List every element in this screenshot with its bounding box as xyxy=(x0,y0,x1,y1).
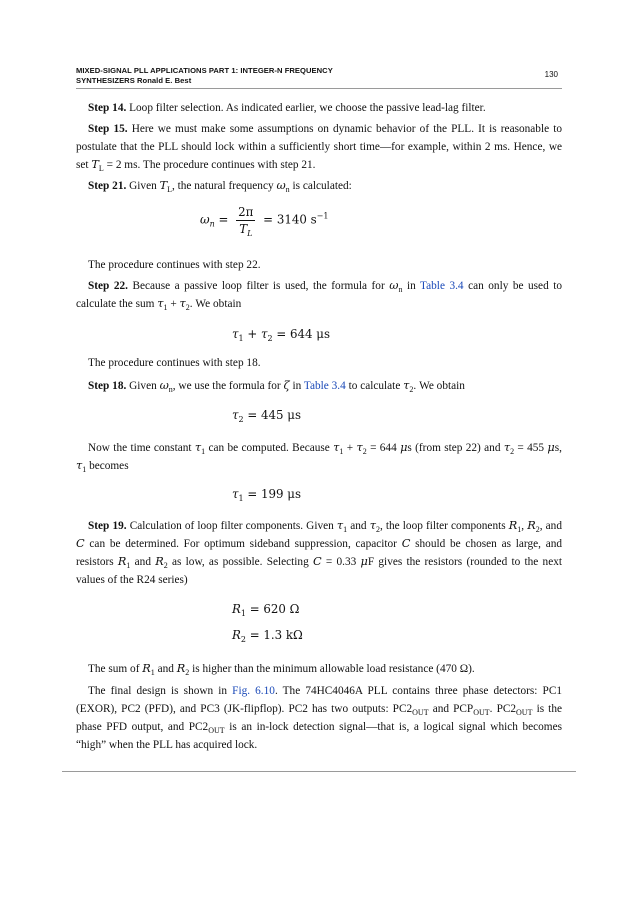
text-after-sum: The procedure continues with step 18. xyxy=(88,357,261,369)
step22-label: Step 22. xyxy=(88,280,128,292)
eq-rhs-sup: −1 xyxy=(316,211,329,221)
sub-2: 2 xyxy=(409,385,414,394)
sub-2: 2 xyxy=(240,635,246,644)
plus: + xyxy=(343,442,357,454)
sub-out: OUT xyxy=(412,708,429,717)
var-tau: τ xyxy=(356,441,363,454)
text-after-omega: The procedure continues with step 22. xyxy=(88,259,261,271)
step15-text-a: Here we must make some assumptions on dynamic behavior of the PLL. It is reasonable to postulate that the PLL should lock within a sufficiently short time—for example, within 2 ms. Hence, we set xyxy=(76,123,562,171)
var-tau: τ xyxy=(503,441,511,454)
eq-rhs: = 1.3 kΩ xyxy=(245,628,303,642)
text-b: . The 74HC4046A PLL contains three phase detectors: PC1 (EXOR), PC2 (PFD), and PC3 (JK-flipflop). PC2 has two outputs: PC2 xyxy=(76,685,562,715)
text-e: = 455 xyxy=(514,442,548,454)
step18-text-c: to calculate xyxy=(345,380,404,392)
sub-1: 1 xyxy=(82,465,87,474)
fig-6-10-link[interactable]: Fig. 6.10 xyxy=(232,685,275,697)
sub-L: L xyxy=(98,164,104,173)
sub-n: n xyxy=(285,185,290,194)
var-tau: τ xyxy=(194,441,202,454)
text-f: as low, as possible. Selecting xyxy=(167,556,313,568)
step21-label: Step 21. xyxy=(88,180,127,192)
sub-1: 1 xyxy=(240,609,246,618)
sub-out: OUT xyxy=(516,708,533,717)
step22-text-b: can only be used to calculate the sum xyxy=(76,280,563,310)
footer-rule xyxy=(62,771,576,772)
sub-1: 1 xyxy=(126,561,131,570)
text-f: s, xyxy=(554,442,562,454)
var-tau: τ xyxy=(76,459,83,472)
var-tau: τ xyxy=(403,379,410,392)
running-header xyxy=(76,66,456,86)
text-g: = 0.33 xyxy=(321,556,361,568)
var-tau: τ xyxy=(333,441,340,454)
text-f: is an in-lock detection signal—that is, a logical signal which becomes “high” when the PLL has acquired lock. xyxy=(76,721,562,751)
mu: μ xyxy=(400,441,408,454)
text-d: can be determined. For optimum sideband suppression, capacitor xyxy=(84,538,402,550)
text-in: in xyxy=(402,280,421,292)
text-a: Calculation of loop filter components. Given xyxy=(126,520,337,532)
tau1-paragraph xyxy=(76,439,562,475)
var-tau: τ xyxy=(369,519,376,532)
final-design-paragraph xyxy=(76,682,562,754)
text-h: F gives the resistors (rounded to the next values of the R24 series) xyxy=(76,556,562,586)
text-in: in xyxy=(289,380,304,392)
plus: + xyxy=(243,327,262,341)
eq-rhs: = 199 μs xyxy=(243,487,301,501)
text-g: becomes xyxy=(86,460,129,472)
var-R: R xyxy=(155,555,164,568)
text-a: Now the time constant xyxy=(88,442,195,454)
table-3-4-link[interactable]: Table 3.4 xyxy=(303,380,346,392)
table-3-4-link[interactable]: Table 3.4 xyxy=(420,280,464,292)
step18-text-a: Given xyxy=(126,380,160,392)
equation-tau-sum xyxy=(232,327,330,341)
text-d: . PC2 xyxy=(489,703,517,715)
var-C: C xyxy=(312,555,322,568)
text-c: = 644 xyxy=(366,442,401,454)
header-title-line2: SYNTHESIZERS Ronald E. Best xyxy=(76,76,192,85)
text-a: The sum of xyxy=(88,663,143,675)
var-tau: τ xyxy=(261,327,268,341)
var-R: R xyxy=(176,662,186,675)
var-C: C xyxy=(76,537,85,550)
sub-2: 2 xyxy=(362,447,367,456)
eq-lhs: ω xyxy=(200,212,210,227)
var-zeta: ζ xyxy=(283,379,290,392)
var-tau: τ xyxy=(336,519,344,532)
equation-tau1 xyxy=(232,487,301,501)
sub-2: 2 xyxy=(185,668,190,677)
sub-1: 1 xyxy=(201,447,206,456)
step21-text-b: , the natural frequency xyxy=(172,180,277,192)
text-d: s (from step 22) and xyxy=(407,442,504,454)
and: and xyxy=(347,520,370,532)
step18-paragraph xyxy=(76,377,562,395)
page-number: 130 xyxy=(544,70,558,79)
step15-label: Step 15. xyxy=(88,123,128,135)
text-e: is the phase PFD output, and PC2 xyxy=(76,703,562,733)
header-rule xyxy=(76,88,562,89)
and: and xyxy=(130,556,156,568)
equation-R2 xyxy=(232,628,303,642)
step18-label: Step 18. xyxy=(88,380,127,392)
den-sub: L xyxy=(247,229,253,238)
var-C: C xyxy=(401,537,411,550)
mu: μ xyxy=(547,441,555,454)
step14-paragraph xyxy=(76,99,562,117)
comma: , xyxy=(521,520,528,532)
eq-rhs: = 445 μs xyxy=(243,408,301,422)
text-b: can be computed. Because xyxy=(205,442,334,454)
step21-text-c: is calculated: xyxy=(289,180,352,192)
fraction-denominator xyxy=(236,220,255,236)
fraction xyxy=(236,205,255,236)
var-R: R xyxy=(527,519,536,532)
sub-2: 2 xyxy=(510,447,515,456)
var-tau: τ xyxy=(232,408,239,422)
var-R: R xyxy=(117,555,127,568)
sub-out: OUT xyxy=(208,726,225,735)
step22-text-a: Because a passive loop filter is used, the formula for xyxy=(127,280,390,292)
text-b: is higher than the minimum allowable load resistance (470 Ω). xyxy=(189,663,475,675)
step21-paragraph xyxy=(76,177,562,195)
equation-R1 xyxy=(232,602,299,616)
step18-text-b: , we use the formula for xyxy=(172,380,284,392)
den-var: T xyxy=(239,222,248,236)
var-R: R xyxy=(508,519,518,532)
plus: + xyxy=(167,298,180,310)
sub-2: 2 xyxy=(238,415,244,424)
equation-tau2 xyxy=(232,408,301,422)
eq-rhs: = 620 Ω xyxy=(245,602,300,616)
mu: μ xyxy=(360,555,368,568)
sub-2: 2 xyxy=(163,561,168,570)
text-c: , and xyxy=(539,520,562,532)
sum-paragraph xyxy=(76,660,562,678)
eq-rhs: = 3140 s xyxy=(259,212,317,227)
var-omega: ω xyxy=(159,379,169,392)
fraction-numerator: 2π xyxy=(238,205,254,219)
text-a: The final design is shown in xyxy=(88,685,233,697)
sub-1: 1 xyxy=(238,494,244,503)
header-title-line1: MIXED-SIGNAL PLL APPLICATIONS PART 1: INTEGER-N FREQUENCY xyxy=(76,66,333,75)
step15-text-b: = 2 ms. The procedure continues with step 21. xyxy=(103,159,316,171)
sub-2: 2 xyxy=(535,525,540,534)
sub-n: n xyxy=(398,285,403,294)
var-R: R xyxy=(142,662,151,675)
var-R: R xyxy=(232,628,241,642)
sub-2: 2 xyxy=(185,303,190,312)
var-T: T xyxy=(91,158,99,171)
sub-1: 1 xyxy=(517,525,522,534)
sub-n: n xyxy=(168,385,173,394)
sub-1: 1 xyxy=(339,447,344,456)
eq-rhs: = 644 μs xyxy=(272,327,331,341)
text-b: , the loop filter components xyxy=(379,520,509,532)
eq-lhs-sub: n xyxy=(209,219,215,229)
eq-equals: = xyxy=(214,212,233,227)
var-tau: τ xyxy=(232,327,239,341)
sub-1: 1 xyxy=(163,303,168,312)
step22-text-c: . We obtain xyxy=(189,298,242,310)
step22-paragraph xyxy=(76,277,562,313)
step19-paragraph xyxy=(76,517,562,589)
equation-omega-n xyxy=(200,205,328,236)
step18-text-d: . We obtain xyxy=(413,380,465,392)
sub-out: OUT xyxy=(473,708,490,717)
text-e: should be chosen as large, and resistors xyxy=(76,538,563,568)
sub-1: 1 xyxy=(150,668,155,677)
and: and xyxy=(154,663,177,675)
sub-2: 2 xyxy=(375,525,380,534)
var-tau: τ xyxy=(179,297,186,310)
var-tau: τ xyxy=(157,297,164,310)
step14-text: Loop filter selection. As indicated earlier, we choose the passive lead-lag filter. xyxy=(126,102,486,114)
step15-paragraph xyxy=(76,120,562,174)
var-R: R xyxy=(232,602,241,616)
var-omega: ω xyxy=(276,179,286,192)
sub-L: L xyxy=(167,185,172,194)
var-omega: ω xyxy=(389,279,399,292)
step19-label: Step 19. xyxy=(88,520,127,532)
step14-label: Step 14. xyxy=(88,102,127,114)
var-T: T xyxy=(159,179,168,192)
var-tau: τ xyxy=(232,487,239,501)
text-c: and PCP xyxy=(428,703,474,715)
sub-1: 1 xyxy=(238,334,244,343)
step21-text-a: Given xyxy=(126,180,160,192)
sub-2: 2 xyxy=(267,334,273,343)
sub-1: 1 xyxy=(343,525,348,534)
